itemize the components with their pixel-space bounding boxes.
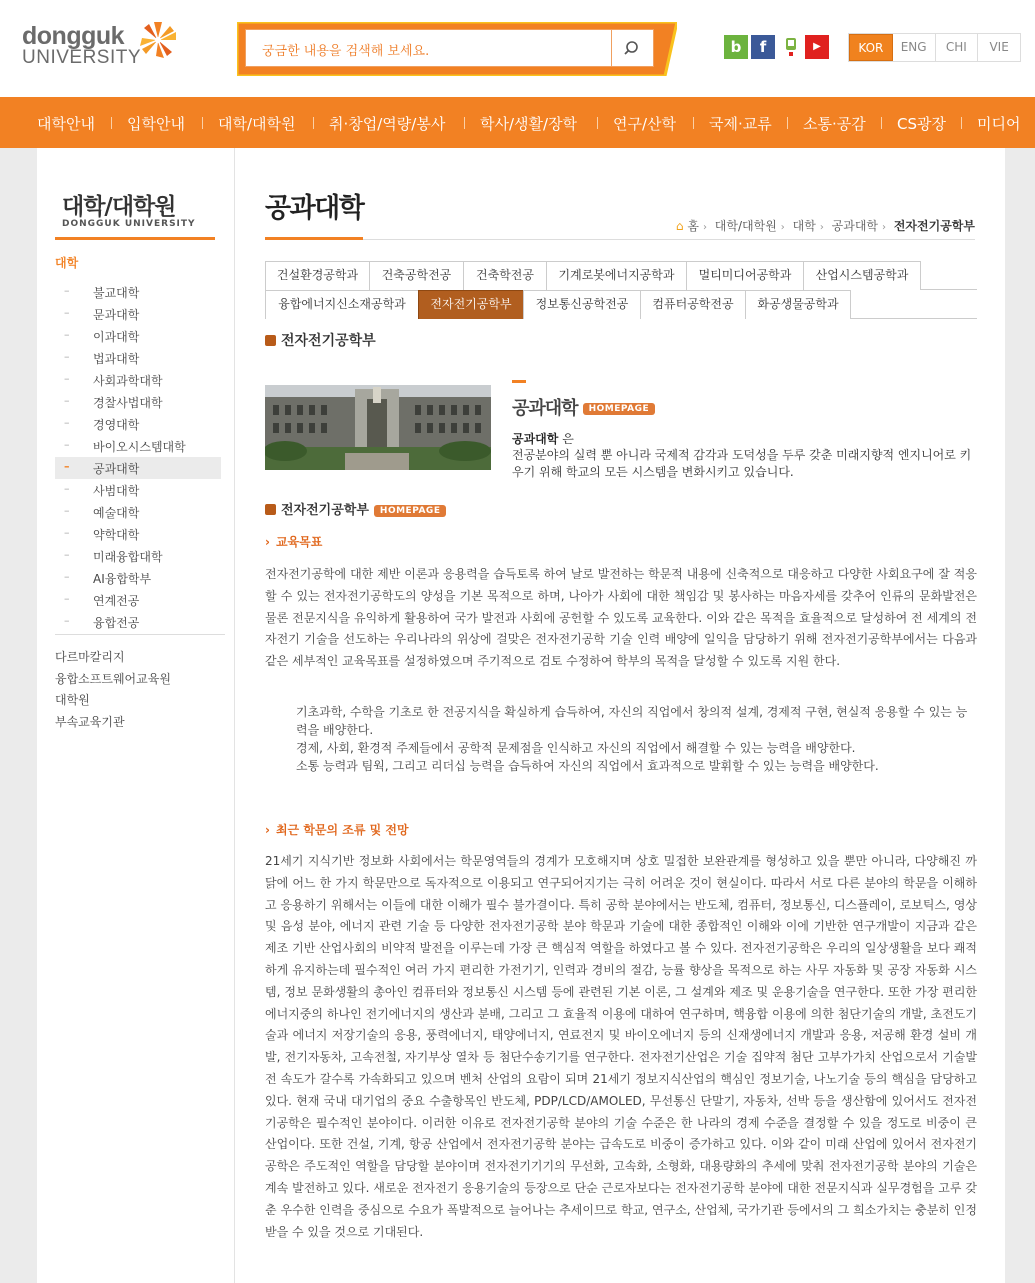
nav-colleges[interactable]: 대학/대학원: [218, 115, 296, 133]
nav-admission[interactable]: 입학안내: [127, 115, 185, 133]
facebook-icon-label: f: [759, 38, 767, 56]
section-title-text: 전자전기공학부: [281, 333, 376, 349]
lnb-item-label: 융합전공: [93, 616, 140, 630]
tab-dept[interactable]: 건축공학전공: [369, 261, 464, 290]
chevron-right-icon: ›: [702, 222, 707, 233]
department-tabs: [265, 261, 977, 319]
lnb-item-label: 법과대학: [93, 352, 140, 366]
tab-dept[interactable]: 융합에너지신소재공학과: [265, 290, 419, 319]
lnb-item-label: 사범대학: [93, 484, 140, 498]
tab-dept[interactable]: 건설환경공학과: [265, 261, 370, 290]
dash-icon: –: [64, 328, 70, 341]
search-area: [237, 22, 677, 76]
chevron-right-icon: ›: [265, 823, 270, 837]
lnb-item[interactable]: [55, 567, 221, 589]
homepage-badge[interactable]: HOMEPAGE: [583, 403, 656, 415]
goal-paragraph: 전자전기공학에 대한 제반 이론과 응용력을 습득토록 하여 날로 발전하는 학문적 내용에 신축적으로 대응하고 다양한 사회요구에 잘 적응할 수 있는 전자전기공학도의 양성을 기본 목적으로 하며, 나아가 사회에 대한 책임감 및 봉사하는 마음자세를 갖추어 인류의 문화발전은 물론 전문지식을 유익하게 활용하여 국가 발전과 사회에 공헌할 수 있도록 교육한다. 이와 같은 목적을 효율적으로 달성하여 전 세계의 전자전기 기술을 선도하는 우리나라의 위상에 걸맞은 전자전기공학 기술 인력 배양에 일익을 담당하기 위해 전자전기공학부에서는 다음과 같은 세부적인 교육목표를 설정하였으며 주기적으로 검토 수정하여 학부의 목적을 달성할 수 있도록 지원 한다.: [265, 567, 977, 669]
dash-icon: –: [64, 570, 70, 583]
arrow-square-icon: [265, 335, 276, 346]
search-button[interactable]: [612, 29, 654, 67]
lang-chi[interactable]: CHI: [936, 34, 979, 61]
youtube-icon-label: ▶: [813, 41, 821, 52]
search-input[interactable]: [245, 29, 612, 67]
lnb-category[interactable]: 대학: [55, 256, 79, 270]
intro-name: [512, 430, 574, 447]
lnb-item-label: 이과대학: [93, 330, 140, 344]
blog-icon-label: b: [730, 38, 742, 56]
dash-icon: –: [64, 350, 70, 363]
intro-name-bold: 공과대학: [512, 432, 559, 446]
nav-separator: [111, 117, 112, 129]
search-icon: [612, 30, 654, 68]
nav-separator: [464, 117, 465, 129]
youtube-icon[interactable]: [805, 35, 829, 59]
lnb-extra-item[interactable]: 융합소프트웨어교육원: [55, 671, 171, 686]
lnb-title: 대학/대학원: [62, 194, 176, 220]
home-icon[interactable]: ⌂: [675, 219, 684, 233]
nav-separator: [202, 117, 203, 129]
goal-list: [296, 703, 974, 775]
logo-text-bottom: UNIVERSITY: [22, 47, 142, 68]
lnb-item[interactable]: [55, 281, 221, 303]
lnb-item-label: 사회과학대학: [93, 374, 163, 388]
nav-separator: [313, 117, 314, 129]
intro-name-suffix: 은: [562, 432, 574, 446]
trend-paragraph: 21세기 지식기반 정보화 사회에서는 학문영역들의 경계가 모호해지며 상호 밀접한 보완관계를 형성하고 있을 뿐만 아니라, 다양해진 까닭에 어느 한 가지 학문만으로 독자적으로 이용되고 연구되어지기는 극히 어려운 것이 현실이다. 따라서 서로 다른 분야의 학문을 이해하고 응용하기 위해서는 이들에 대한 이해가 필수 불가결이다. 특히 공학 분야에서는 반도체, 컴퓨터, 정보통신, 디스플레이, 로보틱스, 영상 및 음성 분야, 에너지 관련 기술 등 다양한 전자전기공학 분야 학문과 기술에 대한 종합적인 이해와 이에 기반한 연구개발이 지금과 같은 제조 기반 산업사회의 비약적 발전을 이루는데 가장 큰 핵심적 역할을 하였다고 볼 수 있다. 전자전기공학은 우리의 일상생활을 보다 쾌적하게 유지하는데 필수적인 여러 가지 편리한 가전기기, 인력과 경비의 절감, 능률 향상을 목적으로 하는 사무 자동화 및 공장 자동화 시스템, 정보 문화생활의 총아인 컴퓨터와 정보통신 시스템 등에 관련된 기본 이론, 그 설계와 제조 및 운용기술을 연구한다. 또한 가장 편리한 에너지중의 하나인 전기에너지의 생산과 분배, 그리고 그 효율적 이용에 대하여 연구하며, 핵융합 이용에 의한 첨단기술의 개발, 초전도기술과 에너지 저장기술의 응용, 풍력에너지, 태양에너지, 연료전지 및 바이오에너지 등의 신재생에너지 개발과 응용, 저공해 환경 설비 개발, 전기자동차, 고속전철, 자기부상 열차 등 첨단수송기기를 연구한다. 전자전기산업은 기술 집약적 첨단 고부가가치 산업으로서 기술발전 속도가 갈수록 가속화되고 있으며 벤처 산업의 요람이 되며 21세기 정보지식산업의 핵심인 정보기술, 나노기술 등의 핵심을 담당하고 있다. 현재 국내 대기업의 중요 수출항목인 반도체, PDP/LCD/AMOLED, 무선통신 단말기, 자동차, 선박 등을 생산함에 있어서도 전자전기공학은 필수적인 분야이다. 이러한 이유로 전자전기공학 분야의 기술 수준은 한 나라의 경제 수준을 결정할 수 있을 정도로 비중이 큰 산업이다. 또한 건설, 기계, 항공 산업에서 전자전기공학 분야는 급속도로 비중이 증가하고 있다. 이와 같이 미래 산업에 있어서 전자전기공학은 주도적인 역할을 담당할 분야이며 전자전기기기의 무선화, 고속화, 소형화, 대용량화의 추세에 맞춰 전자전기공학 분야의 기술은 계속 발전하고 있다. 새로운 전자전기 응용기술의 등장으로 단순 근로자보다는 전자전기공학 분야에 대한 전문지식과 실무경험을 고루 갖춘 우수한 인력을 중심으로 수요가 폭발적으로 늘어나는 추세이므로 학교, 연구소, 산업체, 국가기관 등에서의 그 희소가치는 충분히 인정받을 수 있을 것으로 기대된다.: [265, 854, 977, 1239]
nav-separator: [961, 117, 962, 129]
lnb-item-label: 미래융합대학: [93, 550, 163, 564]
mobile-icon-glyph: [779, 35, 803, 59]
lnb-item-active[interactable]: [55, 457, 221, 479]
lnb-item[interactable]: [55, 369, 221, 391]
breadcrumb-current: 전자전기공학부: [893, 219, 975, 233]
chevron-right-icon: ›: [819, 222, 824, 233]
dash-icon: –: [64, 460, 70, 473]
trend-heading: [265, 821, 409, 838]
tab-dept[interactable]: 정보통신공학전공: [523, 290, 641, 319]
intro-accent: [512, 380, 526, 383]
trend-heading-text: 최근 학문의 조류 및 전망: [275, 823, 409, 837]
lnb-item[interactable]: [55, 479, 221, 501]
lang-eng[interactable]: ENG: [893, 34, 936, 61]
breadcrumb-item[interactable]: 공과대학: [831, 219, 879, 233]
lnb-item-label: 바이오시스템대학: [93, 440, 186, 454]
dash-icon: –: [64, 438, 70, 451]
lnb-college-list: [55, 281, 221, 633]
lnb-item[interactable]: [55, 413, 221, 435]
lnb-extra-item[interactable]: 다르마칼리지: [55, 650, 125, 664]
section-title: [265, 330, 376, 350]
dash-icon: –: [64, 372, 70, 385]
blog-icon[interactable]: [724, 35, 748, 59]
nav-career[interactable]: 취·창업/역량/봉사: [329, 115, 446, 133]
dash-icon: –: [64, 504, 70, 517]
lnb-item-label: 약학대학: [93, 528, 140, 542]
nav-research[interactable]: 연구/산학: [613, 115, 677, 133]
chevron-right-icon: ›: [780, 222, 785, 233]
dash-icon: –: [64, 284, 70, 297]
dash-icon: –: [64, 306, 70, 319]
lnb-extra-item[interactable]: 대학원: [55, 693, 90, 707]
lnb-item-label: 공과대학: [93, 462, 140, 476]
goal-heading: [265, 533, 322, 550]
tab-dept[interactable]: 멀티미디어공학과: [686, 261, 804, 290]
lnb-item[interactable]: [55, 589, 221, 611]
nav-separator: [693, 117, 694, 129]
dept-title: [265, 499, 446, 518]
site-header: [0, 0, 1035, 97]
tab-dept[interactable]: 화공생물공학과: [745, 290, 851, 319]
lnb-item[interactable]: [55, 325, 221, 347]
lnb-subtitle: DONGGUK UNIVERSITY: [62, 219, 196, 229]
arrow-square-icon: [265, 504, 276, 515]
lnb-item[interactable]: [55, 347, 221, 369]
lnb-item-label: 예술대학: [93, 506, 140, 520]
chevron-right-icon: ›: [265, 535, 270, 549]
intro-title-text: 공과대학: [512, 398, 578, 419]
nav-media[interactable]: 미디어: [977, 115, 1021, 133]
nav-communication[interactable]: 소통·공감: [803, 115, 866, 133]
nav-international[interactable]: 국제·교류: [709, 115, 772, 133]
lnb-item[interactable]: [55, 523, 221, 545]
nav-separator: [787, 117, 788, 129]
lnb-item-label: 연계전공: [93, 594, 140, 608]
facebook-icon[interactable]: [751, 35, 775, 59]
lnb-extra-item[interactable]: 부속교육기관: [55, 714, 125, 729]
tab-row-2: [265, 290, 977, 319]
goal-item: 기초과학, 수학을 기초로 한 전공지식을 확실하게 습득하여, 자신의 직업에서 창의적 설계, 경제적 구현, 현실적 응용할 수 있는 능력을 배양한다.: [296, 705, 968, 737]
university-logo[interactable]: [22, 24, 141, 68]
nav-cs[interactable]: CS광장: [897, 115, 946, 133]
tab-dept[interactable]: 기계로봇에너지공학과: [546, 261, 687, 290]
lnb-item-label: AI융합학부: [93, 572, 152, 586]
dash-icon: –: [64, 526, 70, 539]
lnb-item-label: 불교대학: [93, 286, 140, 300]
page-container: [37, 148, 1005, 1283]
dash-icon: –: [64, 614, 70, 627]
breadcrumb: [676, 217, 975, 234]
chevron-right-icon: ›: [882, 222, 887, 233]
main-navigation: [0, 97, 1035, 148]
tab-dept[interactable]: 산업시스템공학과: [803, 261, 921, 290]
lnb-title-bar: [55, 237, 215, 240]
lnb-extra-links: [55, 648, 171, 734]
search-placeholder: 궁금한 내용을 검색해 보세요.: [262, 44, 430, 59]
dash-icon: –: [64, 416, 70, 429]
goal-item: 경제, 사회, 환경적 주제들에서 공학적 문제점을 인식하고 자신의 직업에서 해결할 수 있는 능력을 배양한다.: [296, 741, 856, 755]
goal-heading-text: 교육목표: [275, 535, 323, 549]
lang-vie[interactable]: VIE: [989, 40, 1009, 54]
lnb-item[interactable]: [55, 545, 221, 567]
title-divider: [265, 239, 975, 240]
tab-row-1: [265, 261, 977, 290]
lnb-item[interactable]: [55, 303, 221, 325]
nav-separator: [881, 117, 882, 129]
side-navigation: [37, 148, 235, 1283]
lang-kor[interactable]: KOR: [849, 34, 893, 61]
logo-burst-icon: [118, 20, 198, 70]
college-building-photo: [265, 385, 491, 470]
lnb-item[interactable]: [55, 501, 221, 523]
breadcrumb-item[interactable]: 대학/대학원: [714, 219, 777, 233]
mobile-icon[interactable]: [779, 35, 803, 59]
lnb-item-label: 경영대학: [93, 418, 140, 432]
lnb-item[interactable]: [55, 391, 221, 413]
dash-icon: –: [64, 592, 70, 605]
lnb-item[interactable]: [55, 611, 221, 633]
tab-dept[interactable]: 컴퓨터공학전공: [640, 290, 746, 319]
goal-item: 소통 능력과 팀웍, 그리고 리더십 능력을 습득하여 자신의 직업에서 효과적으로 발휘할 수 있는 능력을 배양한다.: [296, 759, 879, 773]
dept-homepage-badge[interactable]: HOMEPAGE: [374, 505, 447, 517]
title-accent: [265, 237, 363, 240]
tab-dept-active[interactable]: 전자전기공학부: [418, 290, 524, 319]
logo-text-top: dongguk: [22, 22, 125, 50]
intro-title: [512, 394, 655, 420]
lnb-divider: [55, 634, 225, 635]
breadcrumb-item[interactable]: 홈: [687, 219, 699, 233]
nav-academics[interactable]: 학사/생활/장학: [480, 115, 578, 133]
nav-separator: [597, 117, 598, 129]
dash-icon: –: [64, 548, 70, 561]
page-title: 공과대학: [265, 193, 364, 224]
breadcrumb-item[interactable]: 대학: [792, 219, 816, 233]
lnb-item[interactable]: [55, 435, 221, 457]
lnb-item-label: 경찰사법대학: [93, 396, 163, 410]
building-illustration: [265, 385, 491, 470]
tab-dept[interactable]: 건축학전공: [463, 261, 547, 290]
dash-icon: –: [64, 482, 70, 495]
dash-icon: –: [64, 394, 70, 407]
dept-title-text: 전자전기공학부: [281, 503, 369, 518]
lnb-item-label: 문과대학: [93, 308, 140, 322]
language-selector: [848, 33, 1021, 62]
intro-text: 전공분야의 실력 뿐 아니라 국제적 감각과 도덕성을 두루 갖춘 미래지향적 엔지니어로 키우기 위해 학교의 모든 시스템을 변화시키고 있습니다.: [512, 448, 972, 479]
nav-about[interactable]: 대학안내: [37, 115, 95, 133]
